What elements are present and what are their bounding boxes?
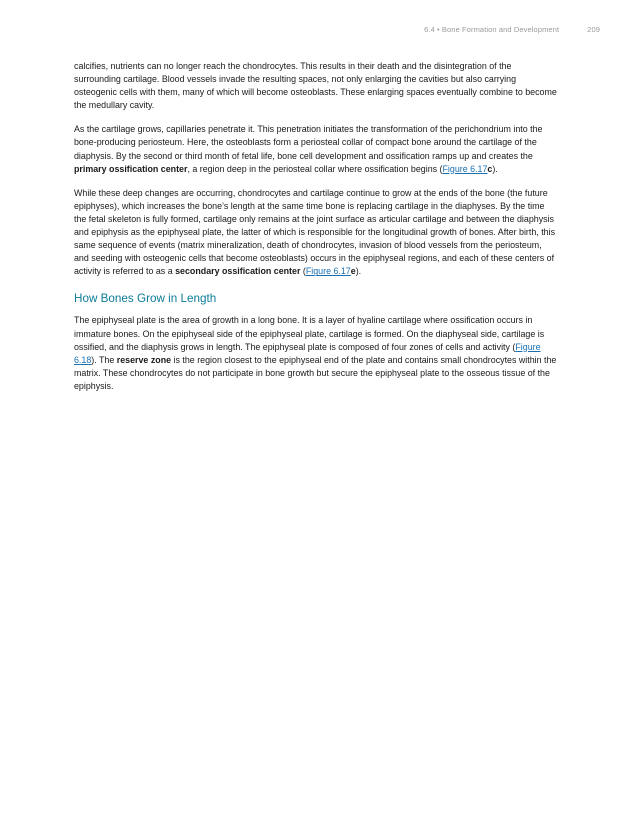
figure-6-18-link[interactable]: Figure 6.18 xyxy=(74,341,541,365)
figure-6-17-link[interactable]: Figure 6.17 xyxy=(442,163,488,174)
paragraph-text: As the cartilage grows, capillaries penetrate it. This penetration initiates the transformation of the perichondrium into the bone-producing periosteum. Here, the osteoblasts form a periosteal collar of compact bone around the cartilage of the diaphysis. By the second or third month of fetal life, bone cell development and ossification ramps up and creates the xyxy=(74,124,543,161)
key-term-secondary-ossification-center: secondary ossification center xyxy=(175,266,301,277)
section-heading: How Bones Grow in Length xyxy=(74,292,217,306)
main-content xyxy=(74,60,558,404)
paragraph-text: ). xyxy=(492,163,498,174)
paragraph-3 xyxy=(74,187,558,279)
key-term-reserve-zone: reserve zone xyxy=(116,354,172,365)
paragraph-text: The epiphyseal plate is the area of growth in a long bone. It is a layer of hyaline cartilage where ossification occurs in immature bones. On the epiphyseal side of the epiphyseal plate, cartilage is formed. On the diaphyseal side, cartilage is ossified, and the diaphysis grows in length. The epiphyseal plate is composed of four zones of cells and activity ( xyxy=(74,315,545,352)
paragraph-text: ). The xyxy=(91,354,117,365)
page-number: 209 xyxy=(587,25,600,34)
paragraph-text: While these deep changes are occurring, chondrocytes and cartilage continue to grow at the ends of the bone (the future epiphyses), which increases the bone’s length at the same time bone is replacing cartilage in the diaphyses. By the time the fetal skeleton is fully formed, cartilage only remains at the joint surface as articular cartilage and between the diaphysis and epiphysis as the epiphyseal plate, the latter of which is responsible for the longitudinal growth of bones. After birth, this same sequence of events (matrix mineralization, death of chondrocytes, invasion of blood vessels from the periosteum, and seeding with osteogenic cells that become osteoblasts) occurs in the epiphyseal regions, and each of these centers of activity is referred to as a xyxy=(74,187,556,277)
paragraph-text: ( xyxy=(300,266,306,277)
paragraph-text: ). xyxy=(355,266,362,277)
paragraph-text: is the region closest to the epiphyseal end of the plate and contains small chondrocytes within the matrix. These chondrocytes do not participate in bone growth but secure the epiphyseal plate to the osseous tissue of the epiphysis. xyxy=(74,354,557,391)
paragraph-text: , a region deep in the periosteal collar where ossification begins ( xyxy=(187,163,443,174)
figure-6-17-link[interactable]: Figure 6.17 xyxy=(305,266,351,277)
paragraph-2 xyxy=(74,123,558,175)
paragraph-4 xyxy=(74,314,558,393)
figure-part-label: c xyxy=(487,163,493,174)
paragraph-1 xyxy=(74,60,558,112)
key-term-primary-ossification-center: primary ossification center xyxy=(74,163,188,174)
running-header xyxy=(0,25,600,34)
paragraph-text: calcifies, nutrients can no longer reach the chondrocytes. This results in their death and the disintegration of the surrounding cartilage. Blood vessels invade the resulting spaces, not only enlarging the cavities but also carrying osteogenic cells with them, many of which will become osteoblasts. These enlarging spaces eventually combine to become the medullary cavity. xyxy=(74,61,557,111)
section-title: 6.4 • Bone Formation and Development xyxy=(424,25,560,34)
figure-part-label: e xyxy=(350,266,356,277)
